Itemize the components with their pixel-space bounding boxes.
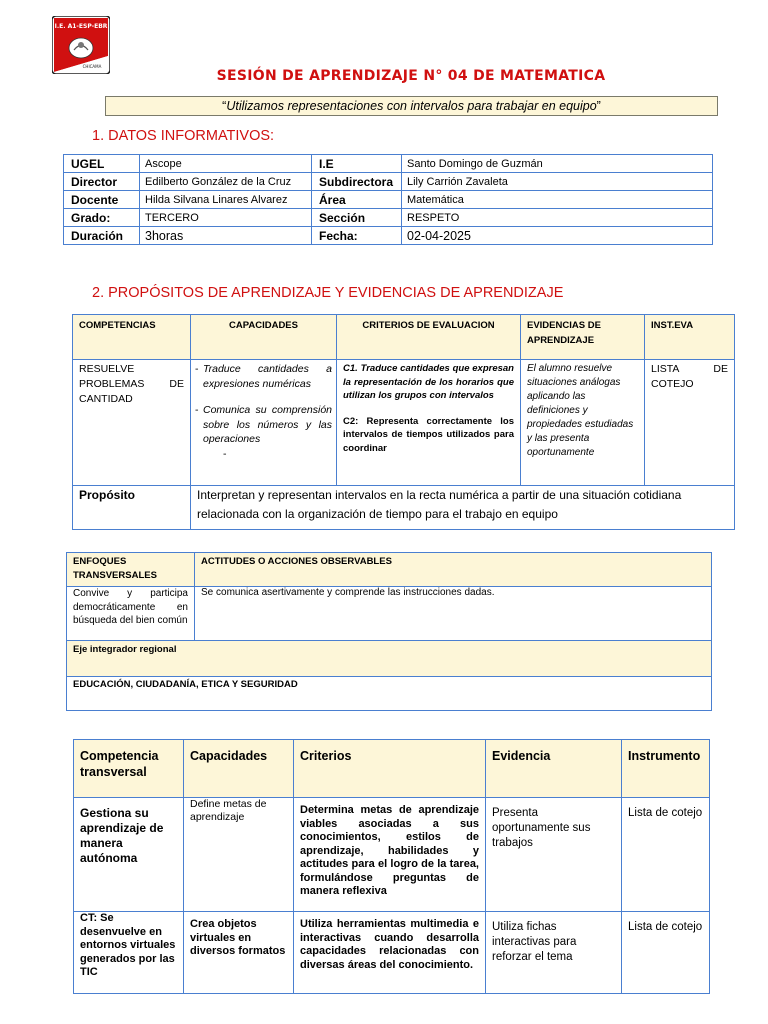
header-ct-capacidades: Capacidades [184,740,294,798]
label-subdirectora: Subdirectora [312,173,402,191]
datos-informativos-table [63,154,713,245]
value-director: Edilberto González de la Cruz [140,173,312,191]
header-criterios: CRITERIOS DE EVALUACION [337,315,521,360]
header-capacidades: CAPACIDADES [191,315,337,360]
table-row [73,486,735,530]
proposito-text: Interpretan y representan intervalos en la recta numérica a partir de una situación cotidiana relacionada con la organización de tiempo para el trabajo en equipo [191,486,735,530]
proposito-label: Propósito [73,486,191,530]
label-duracion: Duración [64,227,140,245]
table-row [67,641,712,677]
subtitle-box [105,96,718,116]
subtitle-text: Utilizamos representaciones con intervalos para trabajar en equipo [226,99,597,113]
ct-capacidad-1: Define metas de aprendizaje [184,798,294,912]
capacidad-1-text: Traduce cantidades a expresiones numéricas [203,363,332,390]
ct-competencia-1: Gestiona su aprendizaje de manera autónoma [74,798,184,912]
ct-competencia-2: CT: Se desenvuelve en entornos virtuales generados por las TIC [74,912,184,994]
table-row [64,209,713,227]
header-inst-eva: INST.EVA [645,315,735,360]
enfoque-cell: Convive y participa democráticamente en búsqueda del bien común [67,587,195,641]
subtitle-quote-close: ” [596,99,601,113]
table-row [67,553,712,587]
header-ct-instrumento: Instrumento [622,740,710,798]
table-row [67,677,712,711]
label-grado: Grado: [64,209,140,227]
school-logo [52,16,110,74]
capacidad-item-1: - Traduce cantidades a expresiones numéricas [195,363,332,390]
label-seccion: Sección [312,209,402,227]
ct-instrumento-1: Lista de cotejo [622,798,710,912]
label-ugel: UGEL [64,155,140,173]
header-ct-evidencia: Evidencia [486,740,622,798]
value-grado: TERCERO [140,209,312,227]
criterio-2: C2: Representa correctamente los intervalos de tiempos utilizados para coordinar [343,415,514,454]
section-2-heading: 2. PROPÓSITOS DE APRENDIZAJE Y EVIDENCIAS DE APRENDIZAJE [92,285,564,301]
ct-criterio-2: Utiliza herramientas multimedia e interactivas cuando desarrolla capacidades relacionadas con diversas áreas del conocimiento. [294,912,486,994]
label-area: Área [312,191,402,209]
propositos-table [72,314,735,530]
capacidad-2-text: Comunica su comprensión sobre los números y las operaciones [203,404,332,445]
capacidad-item-3: - [223,447,227,460]
ct-capacidad-2: Crea objetos virtuales en diversos formatos [184,912,294,994]
table-row [73,315,735,360]
value-ie: Santo Domingo de Guzmán [402,155,713,173]
value-ugel: Ascope [140,155,312,173]
value-docente: Hilda Silvana Linares Alvarez [140,191,312,209]
header-ct-criterios: Criterios [294,740,486,798]
ct-evidencia-1: Presenta oportunamente sus trabajos [486,798,622,912]
page-title: SESIÓN DE APRENDIZAJE N° 04 DE MATEMATICA [216,68,606,84]
eje-value: EDUCACIÓN, CIUDADANÍA, ETICA Y SEGURIDAD [67,677,712,711]
ct-evidencia-2: Utiliza fichas interactivas para reforzar el tema [486,912,622,994]
table-row [64,155,713,173]
table-row [64,191,713,209]
ct-instrumento-2: Lista de cotejo [622,912,710,994]
criterio-1: C1. Traduce cantidades que expresan la representación de los horarios que utilizan los grupos con intervalos [343,363,514,401]
header-competencia-transversal: Competencia transversal [74,740,184,798]
header-actitudes: ACTITUDES O ACCIONES OBSERVABLES [195,553,712,587]
label-docente: Docente [64,191,140,209]
logo-subtext: CHICAMA [82,64,102,69]
capacidad-item-2: - Comunica su comprensión sobre los números y las operaciones [195,404,332,445]
label-ie: I.E [312,155,402,173]
value-seccion: RESPETO [402,209,713,227]
table-row [74,912,710,994]
capacidades-cell [191,360,337,486]
eje-label: Eje integrador regional [67,641,712,677]
actitud-cell: Se comunica asertivamente y comprende las instrucciones dadas. [195,587,712,641]
table-row [67,587,712,641]
header-enfoques: ENFOQUES TRANSVERSALES [67,553,195,587]
label-fecha: Fecha: [312,227,402,245]
competencia-cell: RESUELVE PROBLEMAS DE CANTIDAD [73,360,191,486]
competencia-transversal-table [73,739,710,994]
value-subdirectora: Lily Carrión Zavaleta [402,173,713,191]
logo-text: I.E. A1-ESP-EBR [54,23,108,30]
table-row [73,360,735,486]
value-duracion: 3horas [140,227,312,245]
table-row [64,227,713,245]
instrumento-cell: LISTA DE COTEJO [645,360,735,486]
label-director: Director [64,173,140,191]
table-row [64,173,713,191]
table-row [74,740,710,798]
ct-criterio-1: Determina metas de aprendizaje viables asociadas a sus conocimientos, estilos de aprendizaje, habilidades y actitudes para el logro de la tarea, formulándose preguntas de manera reflexiva [294,798,486,912]
header-evidencias: EVIDENCIAS DE APRENDIZAJE [521,315,645,360]
evidencias-cell: El alumno resuelve situaciones análogas aplicando las definiciones y propiedades estudiadas y las presenta oportunamente [521,360,645,486]
value-area: Matemática [402,191,713,209]
table-row [74,798,710,912]
header-competencias: COMPETENCIAS [73,315,191,360]
value-fecha: 02-04-2025 [402,227,713,245]
subtitle-quote-open: “ [222,99,227,113]
section-1-heading: 1. DATOS INFORMATIVOS: [92,128,275,144]
enfoques-table [66,552,712,711]
criterios-cell [337,360,521,486]
